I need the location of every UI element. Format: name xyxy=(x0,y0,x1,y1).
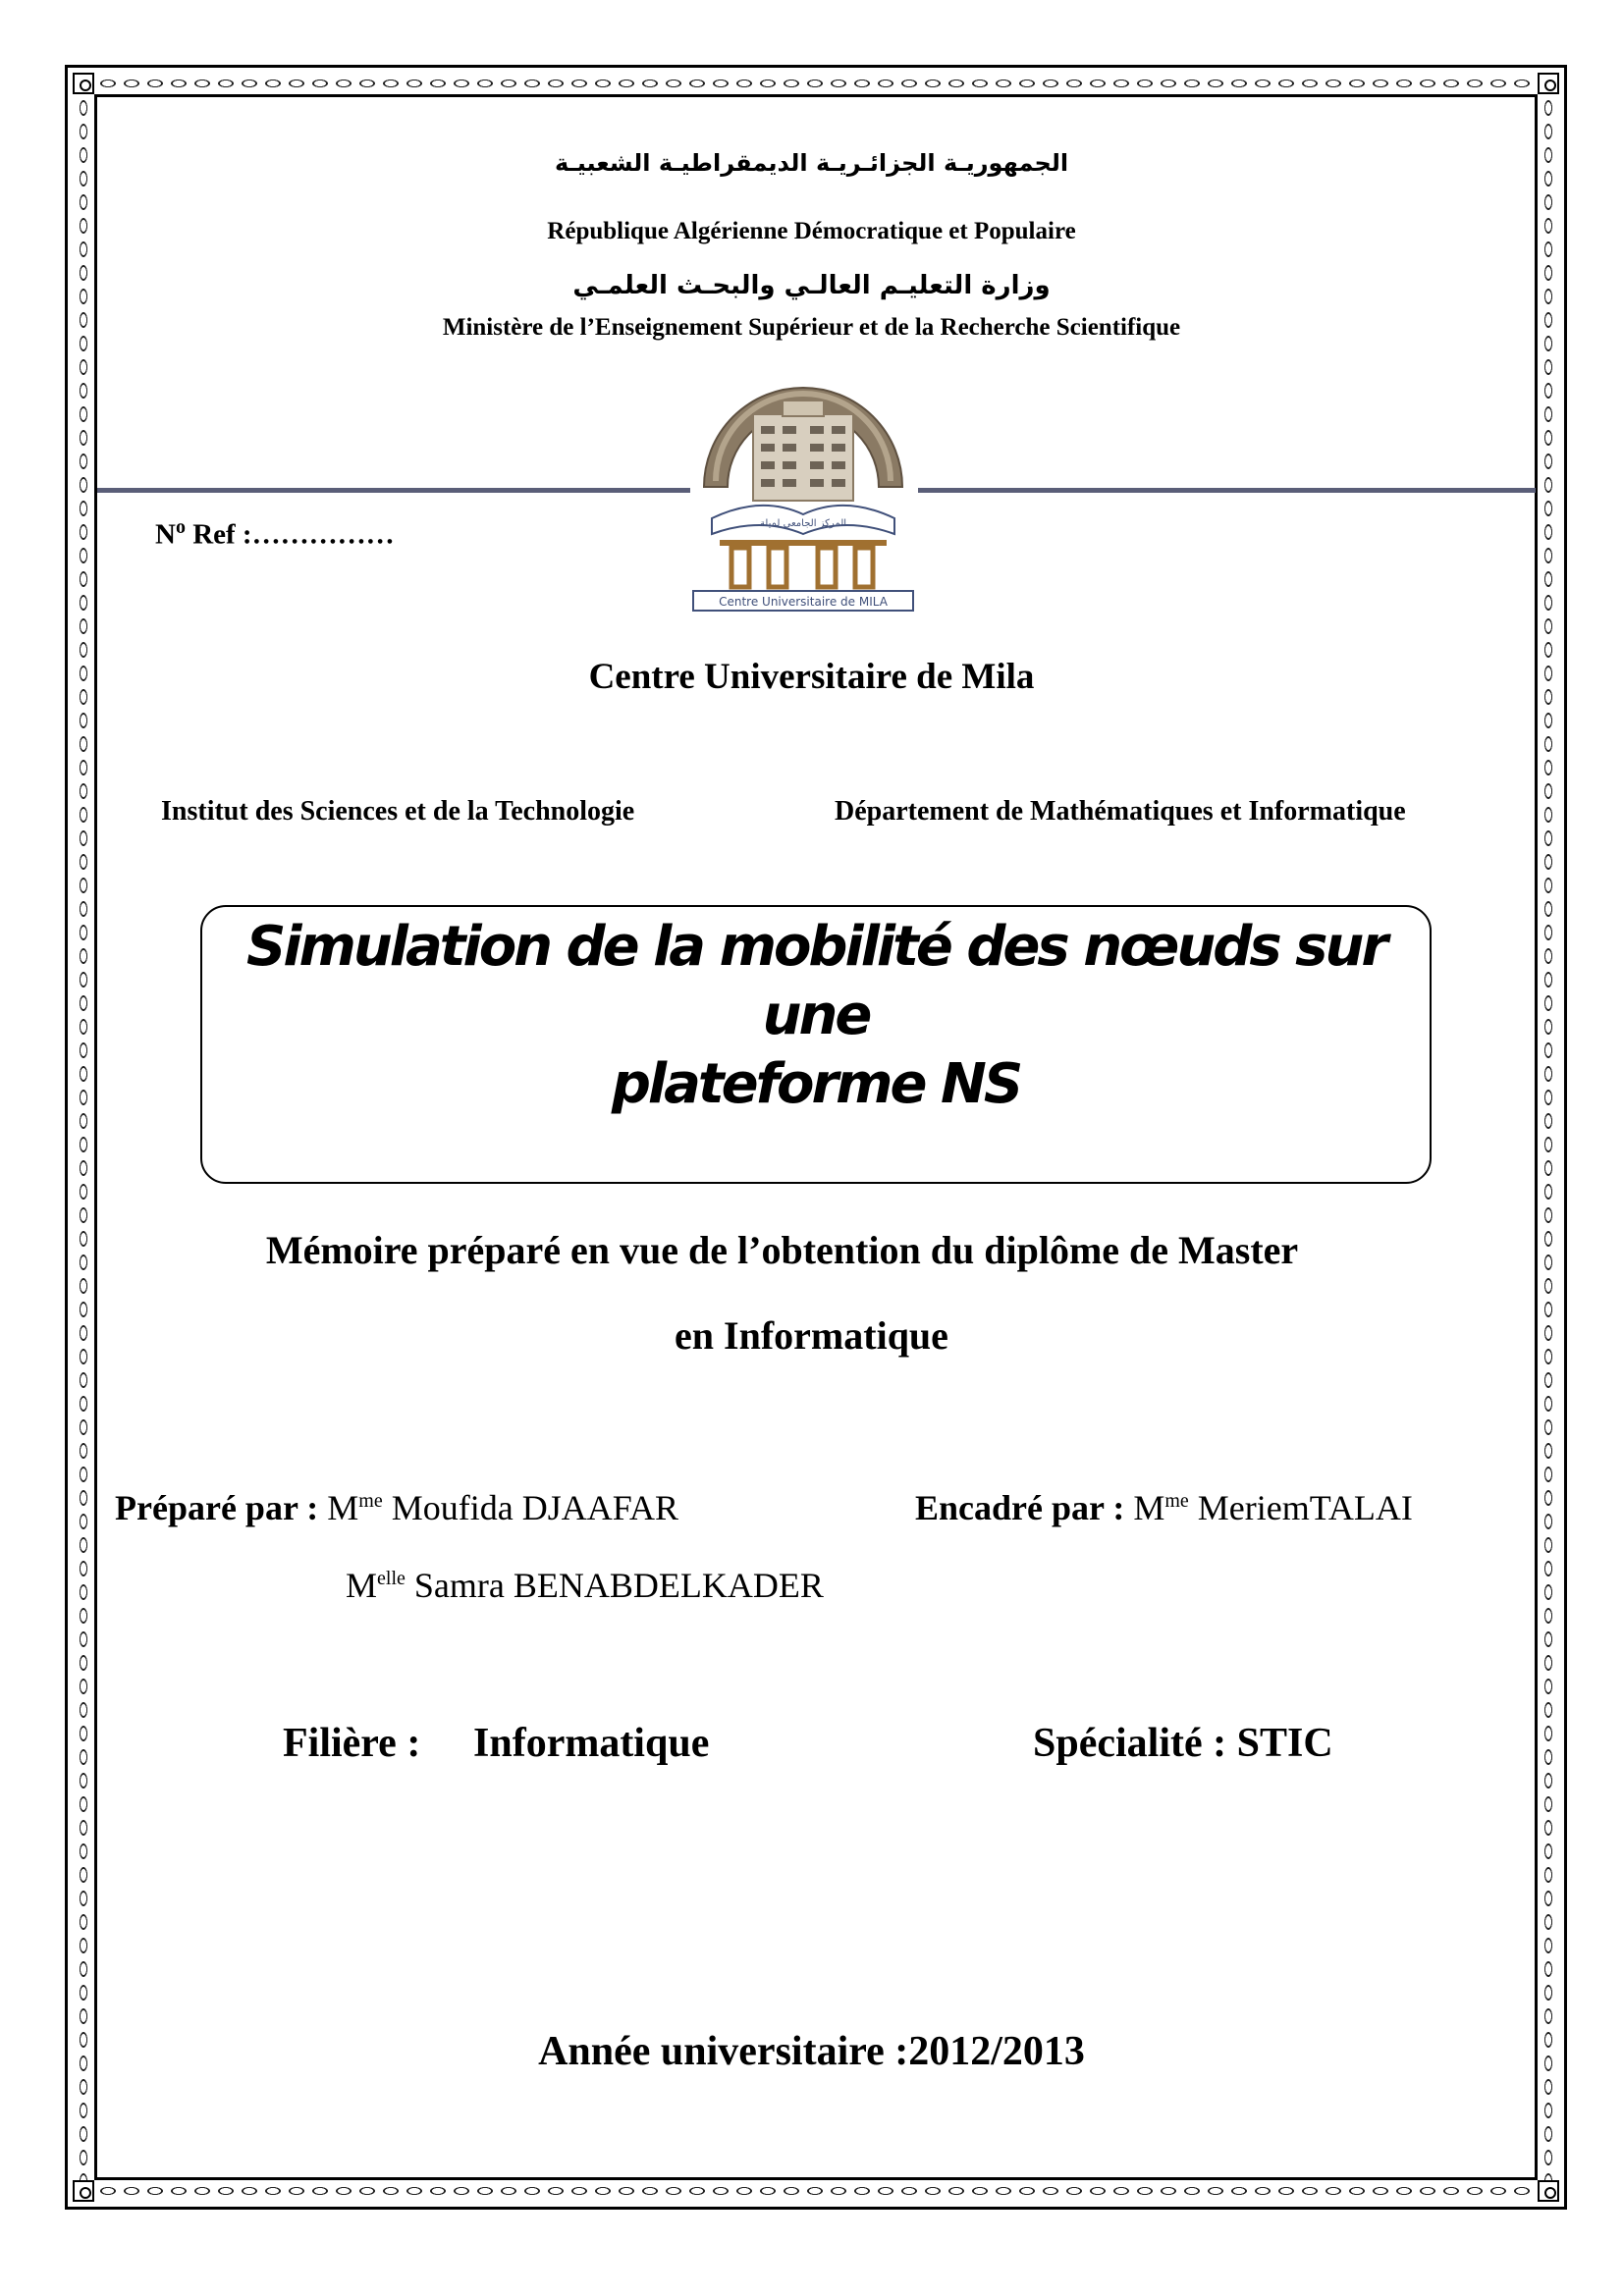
header-arabic-ministry: وزارة التعليـم العالـي والبحـث العلمـي xyxy=(572,271,1051,300)
thesis-title-line2: plateforme NS xyxy=(611,1052,1021,1116)
border-chain-left xyxy=(73,73,94,2202)
border-chain-top xyxy=(73,73,1559,94)
filiere-value: Informatique xyxy=(473,1721,710,1766)
border-chain-right xyxy=(1538,73,1559,2202)
logo-caption: Centre Universitaire de MILA xyxy=(719,595,888,609)
institution-name: Centre Universitaire de Mila xyxy=(588,657,1035,697)
border-corner-ornament xyxy=(1538,2180,1559,2202)
prepared-by-second-author: $M^{elle}$ Samra BENABDELKADER xyxy=(346,1566,824,1605)
border-chain-bottom xyxy=(73,2180,1559,2202)
specialite: Spécialité : STIC xyxy=(1033,1721,1333,1766)
header-arabic-republic: الجمهوريـة الجزائـريـة الديمقراطيـة الشعبيـة xyxy=(554,149,1069,177)
header-rule-right xyxy=(918,488,1536,493)
thesis-title xyxy=(200,913,1432,1119)
header-republic: République Algérienne Démocratique et Populaire xyxy=(547,218,1076,244)
header-ministry: Ministère de l’Enseignement Supérieur et de la Recherche Scientifique xyxy=(442,314,1181,341)
logo-arabic-caption: المركز الجامعي لميلة xyxy=(759,518,847,529)
supervised-by: Encadré par : $M^{me}$ MeriemTALAI xyxy=(915,1488,1413,1527)
memoire-line1: Mémoire préparé en vue de l’obtention du diplôme de Master xyxy=(265,1228,1299,1272)
university-logo xyxy=(692,371,914,613)
institute-name: Institut des Sciences et de la Technologie xyxy=(161,796,635,827)
academic-year: Année universitaire :2012/2013 xyxy=(538,2029,1085,2074)
memoire-line2: en Informatique xyxy=(675,1313,948,1358)
department-name: Département de Mathématiques et Informatique xyxy=(835,796,1406,827)
reference-number: $N^o$ Ref :…………… xyxy=(155,516,395,551)
border-corner-ornament xyxy=(73,73,94,94)
prepared-by: Préparé par : $M^{me}$ Moufida DJAAFAR xyxy=(115,1488,679,1527)
filiere-label: Filière : xyxy=(283,1721,421,1766)
border-corner-ornament xyxy=(1538,73,1559,94)
header-rule-left xyxy=(97,488,690,493)
thesis-title-line1: Simulation de la mobilité des nœuds sur une xyxy=(246,915,1385,1047)
border-corner-ornament xyxy=(73,2180,94,2202)
